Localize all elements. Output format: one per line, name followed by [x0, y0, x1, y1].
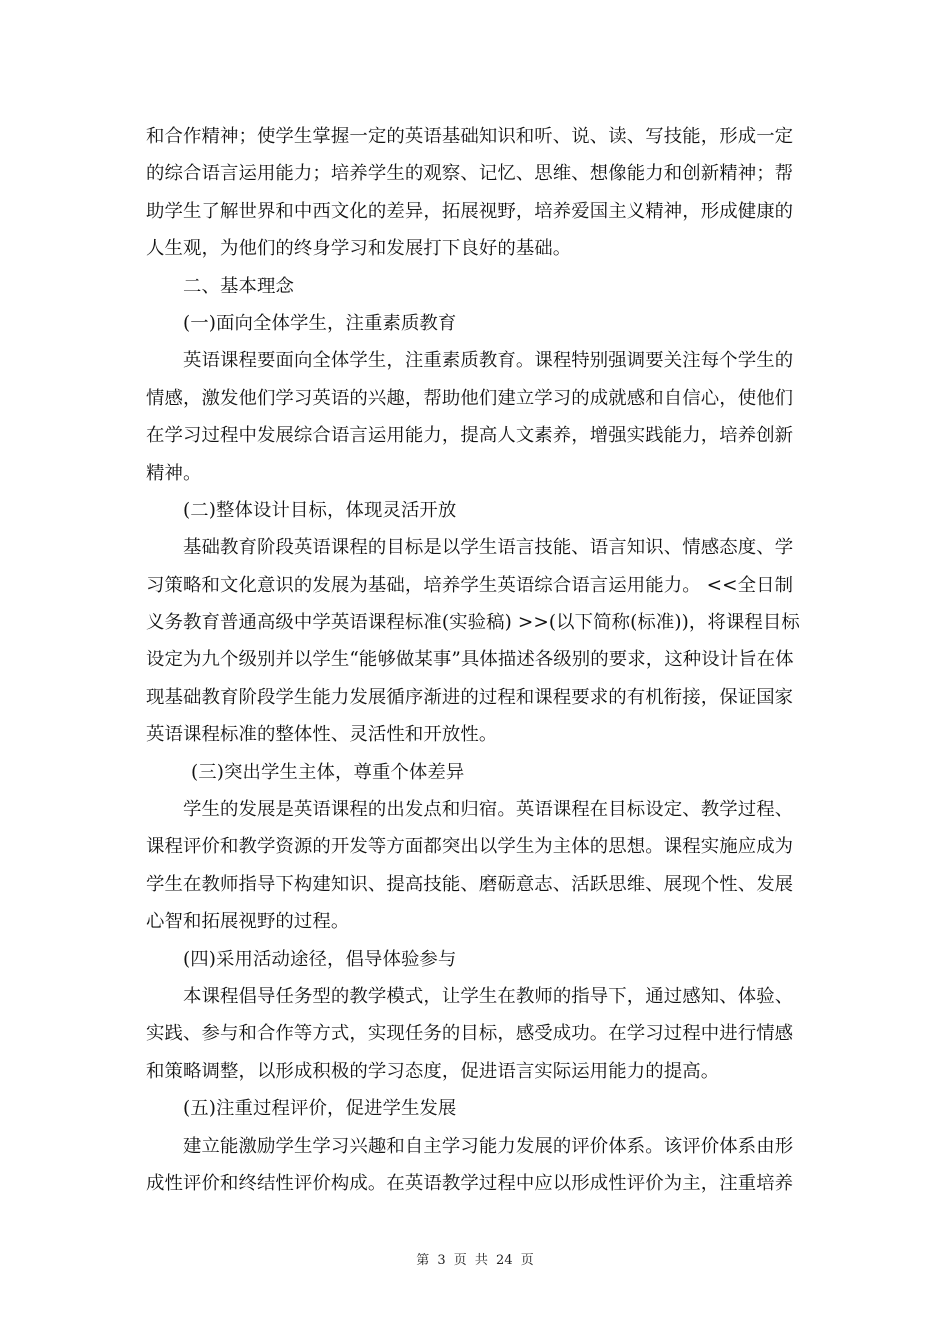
body-line: 义务教育普通高级中学英语课程标准(实验稿) >>(以下简称(标准))，将课程目标 — [146, 612, 800, 634]
body-line: 现基础教育阶段学生能力发展循序渐进的过程和课程要求的有机衔接，保证国家 — [146, 686, 794, 708]
paragraph-first-line: 英语课程要面向全体学生，注重素质教育。课程特别强调要关注每个学生的 — [183, 350, 794, 372]
body-line: 和合作精神；使学生掌握一定的英语基础知识和听、说、读、写技能，形成一定 — [146, 126, 794, 147]
subsection-heading: (四)采用活动途径，倡导体验参与 — [183, 948, 457, 970]
body-line: 的综合语言运用能力；培养学生的观察、记忆、思维、想像能力和创新精神；帮 — [146, 163, 794, 185]
subsection-heading: (三)突出学生主体，尊重个体差异 — [191, 761, 465, 783]
paragraph-first-line: 本课程倡导任务型的教学模式，让学生在教师的指导下，通过感知、体验、 — [183, 985, 794, 1007]
body-line: 心智和拓展视野的过程。 — [146, 911, 350, 933]
paragraph-first-line: 基础教育阶段英语课程的目标是以学生语言技能、语言知识、情感态度、学 — [183, 537, 794, 559]
page-number-footer: 第 3 页 共 24 页 — [416, 1253, 534, 1268]
document-body — [146, 118, 810, 1202]
body-line: 实践、参与和合作等方式，实现任务的目标，感受成功。在学习过程中进行情感 — [146, 1023, 794, 1045]
body-line: 英语课程标准的整体性、灵活性和开放性。 — [146, 724, 498, 746]
body-line: 人生观，为他们的终身学习和发展打下良好的基础。 — [146, 238, 572, 260]
paragraph-first-line: 建立能激励学生学习兴趣和自主学习能力发展的评价体系。该评价体系由形 — [183, 1135, 794, 1157]
body-line: 和策略调整，以形成积极的学习态度，促进语言实际运用能力的提高。 — [146, 1060, 720, 1082]
body-line: 课程评价和教学资源的开发等方面都突出以学生为主体的思想。课程实施应成为 — [146, 836, 794, 858]
body-line: 成性评价和终结性评价构成。在英语教学过程中应以形成性评价为主，注重培养 — [146, 1172, 794, 1194]
section-heading: 二、基本理念 — [183, 275, 294, 297]
subsection-heading: (五)注重过程评价，促进学生发展 — [183, 1098, 457, 1120]
body-line: 学生在教师指导下构建知识、提高技能、磨砺意志、活跃思维、展现个性、发展 — [146, 873, 794, 895]
body-line: 习策略和文化意识的发展为基础，培养学生英语综合语言运用能力。 <<全日制 — [146, 574, 794, 596]
body-line: 情感，激发他们学习英语的兴趣，帮助他们建立学习的成就感和自信心，使他们 — [146, 387, 794, 409]
body-line: 精神。 — [146, 462, 202, 484]
body-line: 设定为九个级别并以学生“能够做某事”具体描述各级别的要求，这种设计旨在体 — [146, 649, 794, 671]
subsection-heading: (二)整体设计目标，体现灵活开放 — [183, 499, 457, 521]
body-line: 在学习过程中发展综合语言运用能力，提高人文素养，增强实践能力，培养创新 — [146, 425, 794, 447]
paragraph-first-line: 学生的发展是英语课程的出发点和归宿。英语课程在目标设定、教学过程、 — [183, 799, 794, 821]
body-line: 助学生了解世界和中西文化的差异，拓展视野，培养爱国主义精神，形成健康的 — [146, 200, 794, 222]
subsection-heading: (一)面向全体学生，注重素质教育 — [183, 312, 457, 334]
